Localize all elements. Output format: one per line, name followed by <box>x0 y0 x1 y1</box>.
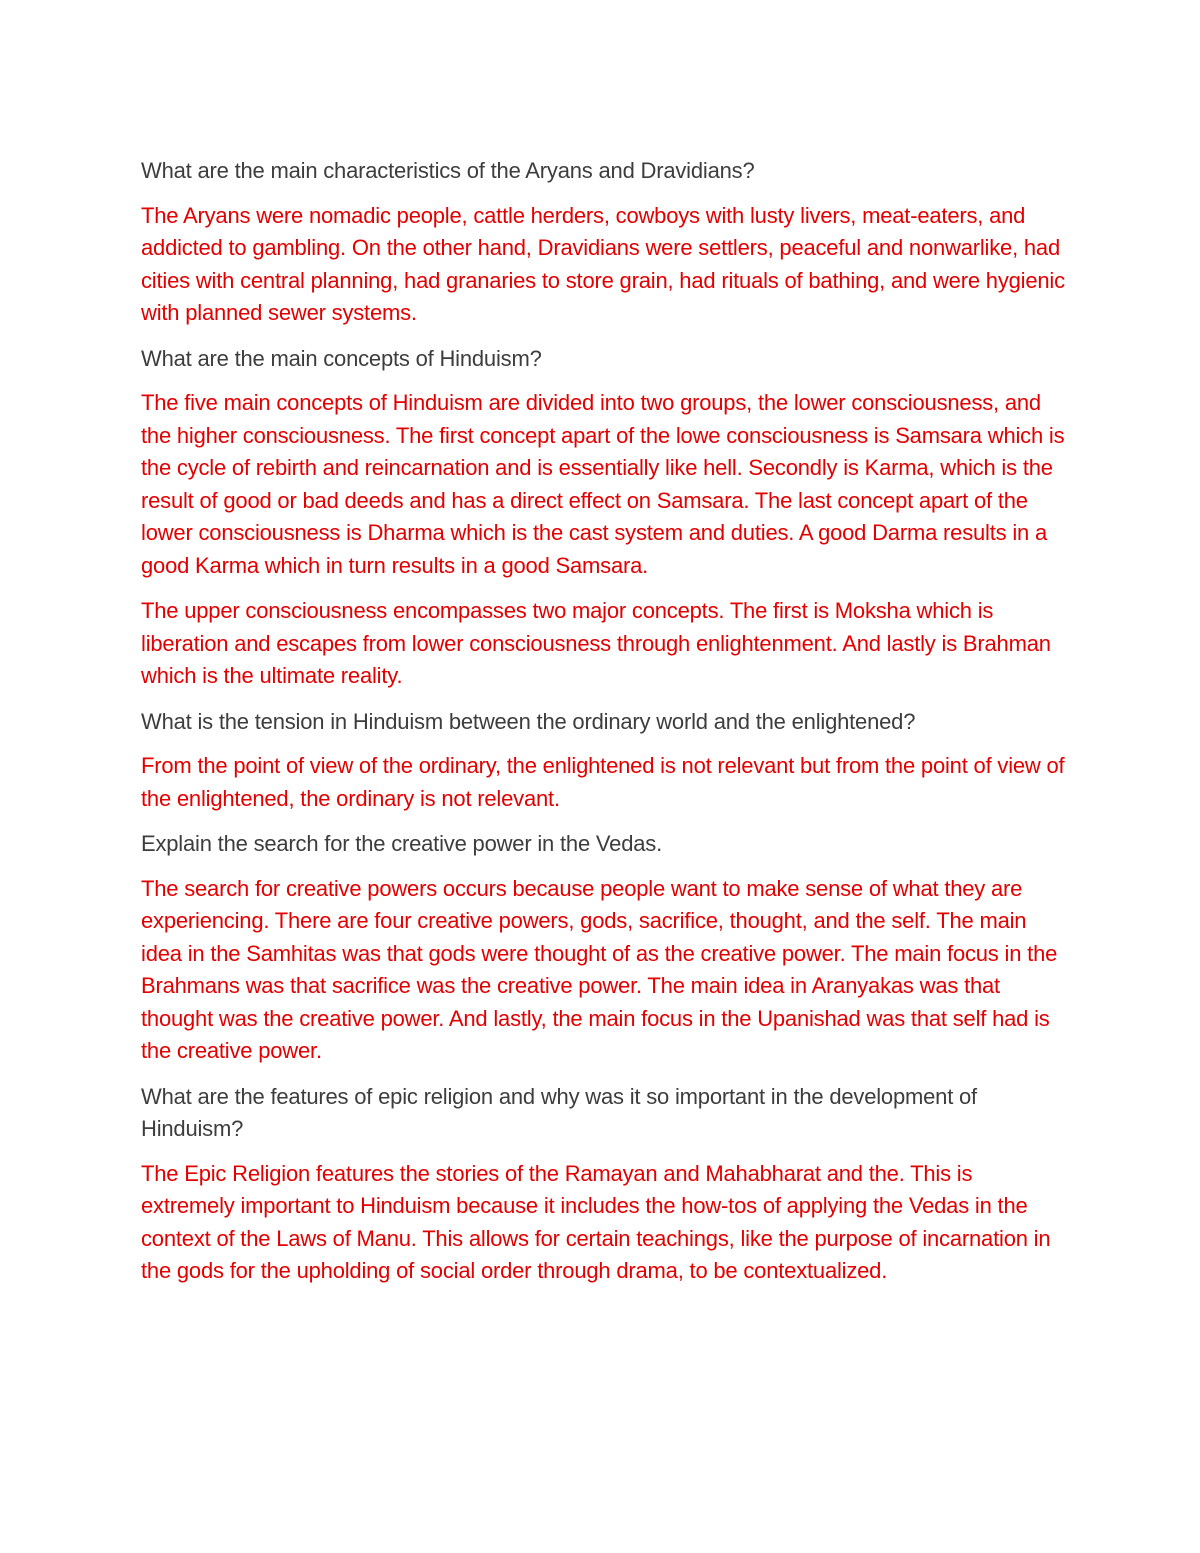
question-tension: What is the tension in Hinduism between the ordinary world and the enlightened? <box>141 708 916 734</box>
answer-tension: From the point of view of the ordinary, the enlightened is not relevant but from the point of view of the enlightened, the ordinary is not relevant. <box>141 753 1065 811</box>
answer-epic-religion: The Epic Religion features the stories of the Ramayan and Mahabharat and the. This is extremely important to Hinduism because it includes the how-tos of applying the Vedas in the context of the Laws of Manu. This allows for certain teachings, like the purpose of incarnation in the gods for the upholding of social order through drama, to be contextualized. <box>141 1160 1051 1283</box>
answer-main-concepts-upper: The upper consciousness encompasses two major concepts. The first is Moksha which is liberation and escapes from lower consciousness through enlightenment. And lastly is Brahman which is the ultimate reality. <box>141 598 1051 688</box>
document-page <box>141 155 1066 1301</box>
question-creative-power: Explain the search for the creative power in the Vedas. <box>141 831 662 856</box>
question-main-concepts: What are the main concepts of Hinduism? <box>141 345 542 371</box>
answer-creative-power: The search for creative powers occurs because people want to make sense of what they are experiencing. There are four creative powers, gods, sacrifice, thought, and the self. The main idea in the Samhitas was that gods were thought of as the creative power. The main focus in the Brahmans was that sacrifice was the creative power. The main idea in Aranyakas was that thought was the creative power. And lastly, the main focus in the Upanishad was that self had is the creative power. <box>141 875 1058 1063</box>
answer-aryans-dravidians: The Aryans were nomadic people, cattle herders, cowboys with lusty livers, meat-eaters, and addicted to gambling. On the other hand, Dravidians were settlers, peaceful and nonwarlike, had cities with central planning, had granaries to store grain, had rituals of bathing, and were hygienic with planned sewer systems. <box>141 202 1065 325</box>
answer-main-concepts-lower: The five main concepts of Hinduism are divided into two groups, the lower consciousness, and the higher consciousness. The first concept apart of the lowe consciousness is Samsara which is the cycle of rebirth and reincarnation and is essentially like hell. Secondly is Karma, which is the result of good or bad deeds and has a direct effect on Samsara. The last concept apart of the lower consciousness is Dharma which is the cast system and duties. A good Darma results in a good Karma which in turn results in a good Samsara. <box>141 390 1065 578</box>
question-aryans-dravidians: What are the main characteristics of the Aryans and Dravidians? <box>141 158 755 183</box>
question-epic-religion: What are the features of epic religion and why was it so important in the development of Hinduism? <box>141 1083 977 1141</box>
